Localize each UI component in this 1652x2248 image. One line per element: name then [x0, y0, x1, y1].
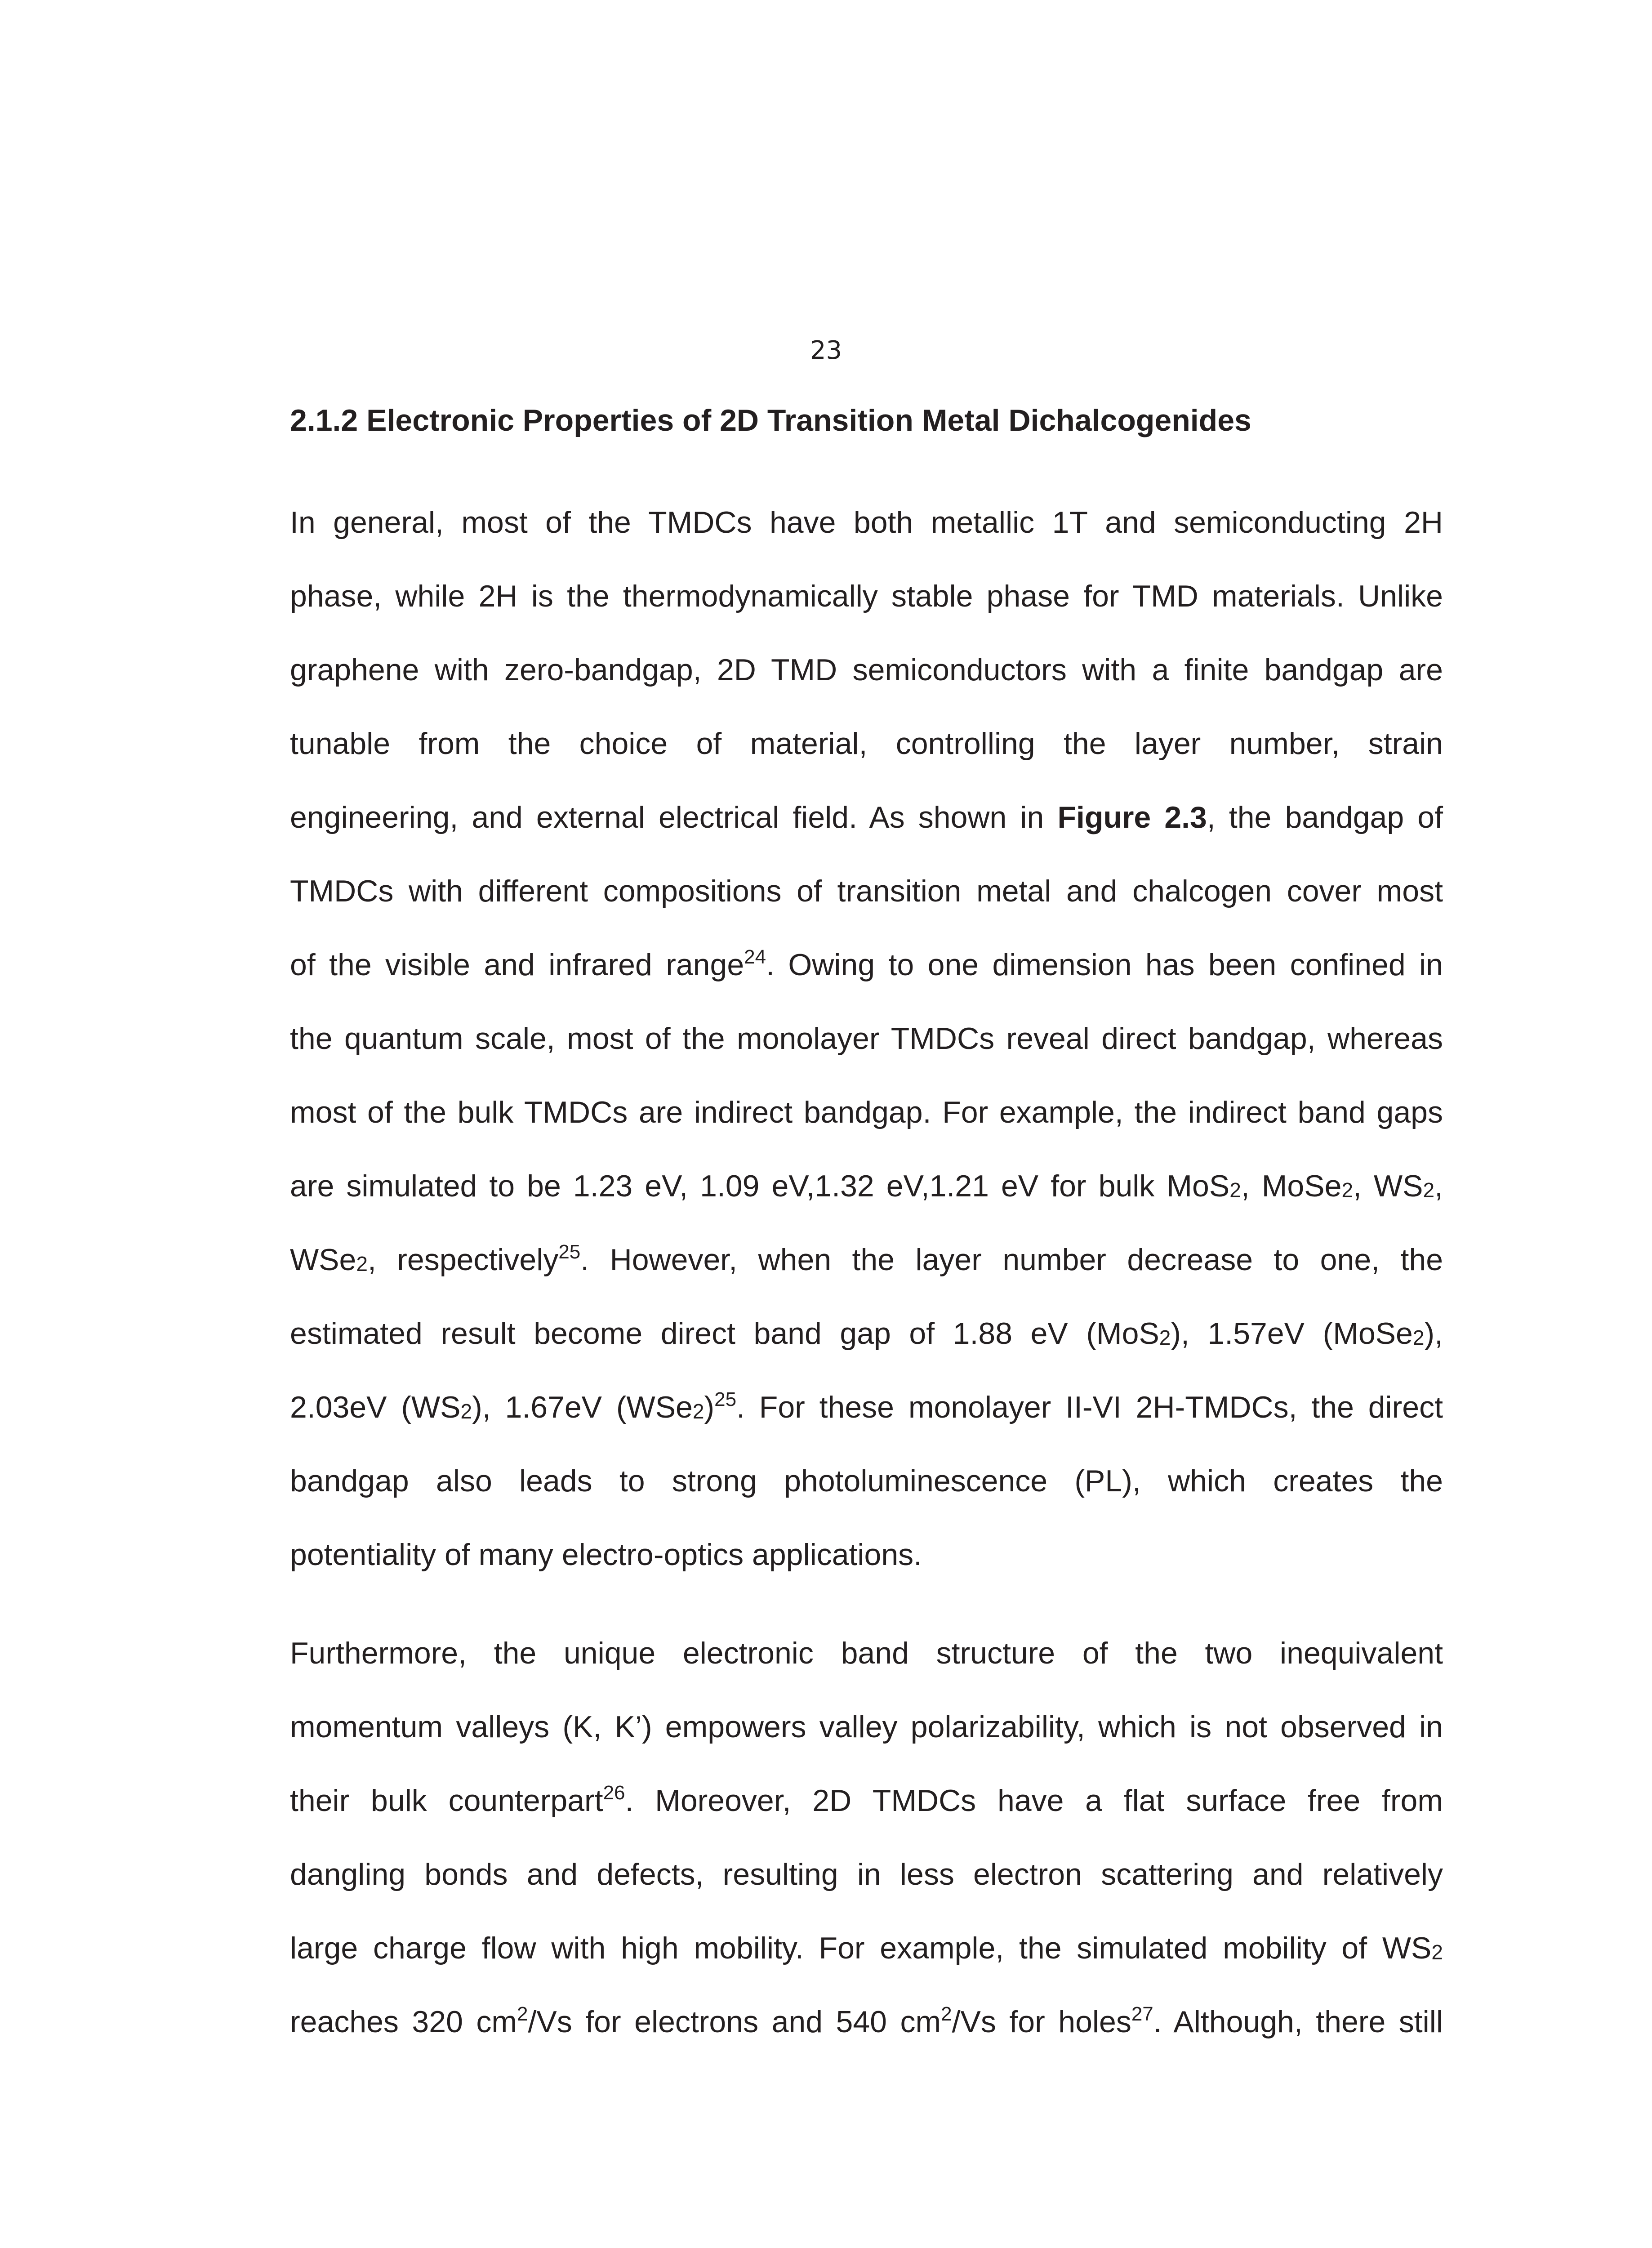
text-run: ), 1.57eV (MoSe: [1171, 1316, 1413, 1351]
text-line: TMDCs with different compositions of transition metal and chalcogen cover most: [290, 874, 1443, 908]
text-line: tunable from the choice of material, controlling the layer number, strain: [290, 727, 1443, 761]
text-run: , the bandgap of: [1207, 800, 1443, 834]
subscript: 2: [1431, 1940, 1443, 1964]
citation-superscript: 25: [714, 1388, 737, 1410]
text-run: . For these monolayer II-VI 2H-TMDCs, the direct: [736, 1390, 1443, 1424]
text-line: [290, 1149, 1443, 1223]
text-run: . Although, there still: [1153, 2005, 1443, 2039]
text-run: engineering, and external electrical field. As shown in: [290, 800, 1058, 834]
text-line: bandgap also leads to strong photoluminescence (PL), which creates the: [290, 1464, 1443, 1498]
subscript: 2: [356, 1252, 368, 1276]
text-run: , MoSe: [1241, 1169, 1342, 1203]
text-run: ), 1.67eV (WSe: [472, 1390, 693, 1424]
subscript: 2: [1229, 1178, 1241, 1202]
paragraph-2: [290, 1616, 1443, 2059]
citation-superscript: 24: [744, 946, 766, 968]
text-run: their bulk counterpart: [290, 1784, 603, 1818]
subscript: 2: [692, 1400, 704, 1423]
citation-superscript: 27: [1131, 2003, 1153, 2025]
text-line: most of the bulk TMDCs are indirect bandgap. For example, the indirect band gaps: [290, 1095, 1443, 1129]
text-run: . Moreover, 2D TMDCs have a flat surface free from: [625, 1784, 1443, 1818]
text-line: [290, 928, 1443, 1002]
text-run: . However, when the layer number decrease to one, the: [580, 1243, 1443, 1277]
subscript: 2: [1159, 1326, 1171, 1349]
subscript: 2: [460, 1400, 472, 1423]
text-line: [290, 1985, 1443, 2059]
subscript: 2: [1341, 1178, 1354, 1202]
paragraph-1: [290, 486, 1443, 1592]
figure-reference: Figure 2.3: [1057, 800, 1207, 834]
text-run: of the visible and infrared range: [290, 948, 744, 982]
text-run: , respectively: [367, 1243, 559, 1277]
text-run: /Vs for holes: [952, 2005, 1131, 2039]
text-run: /Vs for electrons and 540 cm: [528, 2005, 941, 2039]
superscript: 2: [941, 2003, 952, 2025]
text-line: momentum valleys (K, K’) empowers valley polarizability, which is not observed in: [290, 1710, 1443, 1744]
text-line: [290, 781, 1443, 854]
subscript: 2: [1423, 1178, 1435, 1202]
superscript: 2: [517, 2003, 528, 2025]
section-heading: 2.1.2 Electronic Properties of 2D Transition Metal Dichalcogenides: [290, 403, 1251, 437]
text-line: [290, 1297, 1443, 1370]
text-run: ),: [1424, 1316, 1443, 1351]
text-line: [290, 1911, 1443, 1985]
citation-superscript: 25: [558, 1241, 581, 1263]
text-line: In general, most of the TMDCs have both metallic 1T and semiconducting 2H: [290, 505, 1443, 540]
text-run: reaches 320 cm: [290, 2005, 517, 2039]
text-line: dangling bonds and defects, resulting in less electron scattering and relatively: [290, 1857, 1443, 1891]
text-run: . Owing to one dimension has been confined in: [766, 948, 1443, 982]
text-line: potentiality of many electro-optics applications.: [290, 1538, 922, 1572]
text-line: [290, 1370, 1443, 1444]
text-run: large charge flow with high mobility. For example, the simulated mobility of WS: [290, 1931, 1432, 1965]
text-run: 2.03eV (WS: [290, 1390, 461, 1424]
subscript: 2: [1412, 1326, 1425, 1349]
text-run: ): [704, 1390, 715, 1424]
text-line: graphene with zero-bandgap, 2D TMD semiconductors with a finite bandgap are: [290, 653, 1443, 687]
text-run: , WS: [1353, 1169, 1423, 1203]
text-run: ,: [1434, 1169, 1443, 1203]
text-line: Furthermore, the unique electronic band structure of the two inequivalent: [290, 1636, 1443, 1670]
citation-superscript: 26: [603, 1782, 625, 1804]
text-line: phase, while 2H is the thermodynamically stable phase for TMD materials. Unlike: [290, 579, 1443, 613]
page-number: 23: [810, 336, 842, 365]
text-run: are simulated to be 1.23 eV, 1.09 eV,1.32 eV,1.21 eV for bulk MoS: [290, 1169, 1230, 1203]
text-run: WSe: [290, 1243, 356, 1277]
text-line: the quantum scale, most of the monolayer TMDCs reveal direct bandgap, whereas: [290, 1021, 1443, 1056]
text-run: estimated result become direct band gap of 1.88 eV (MoS: [290, 1316, 1159, 1351]
text-line: [290, 1764, 1443, 1838]
text-line: [290, 1223, 1443, 1297]
